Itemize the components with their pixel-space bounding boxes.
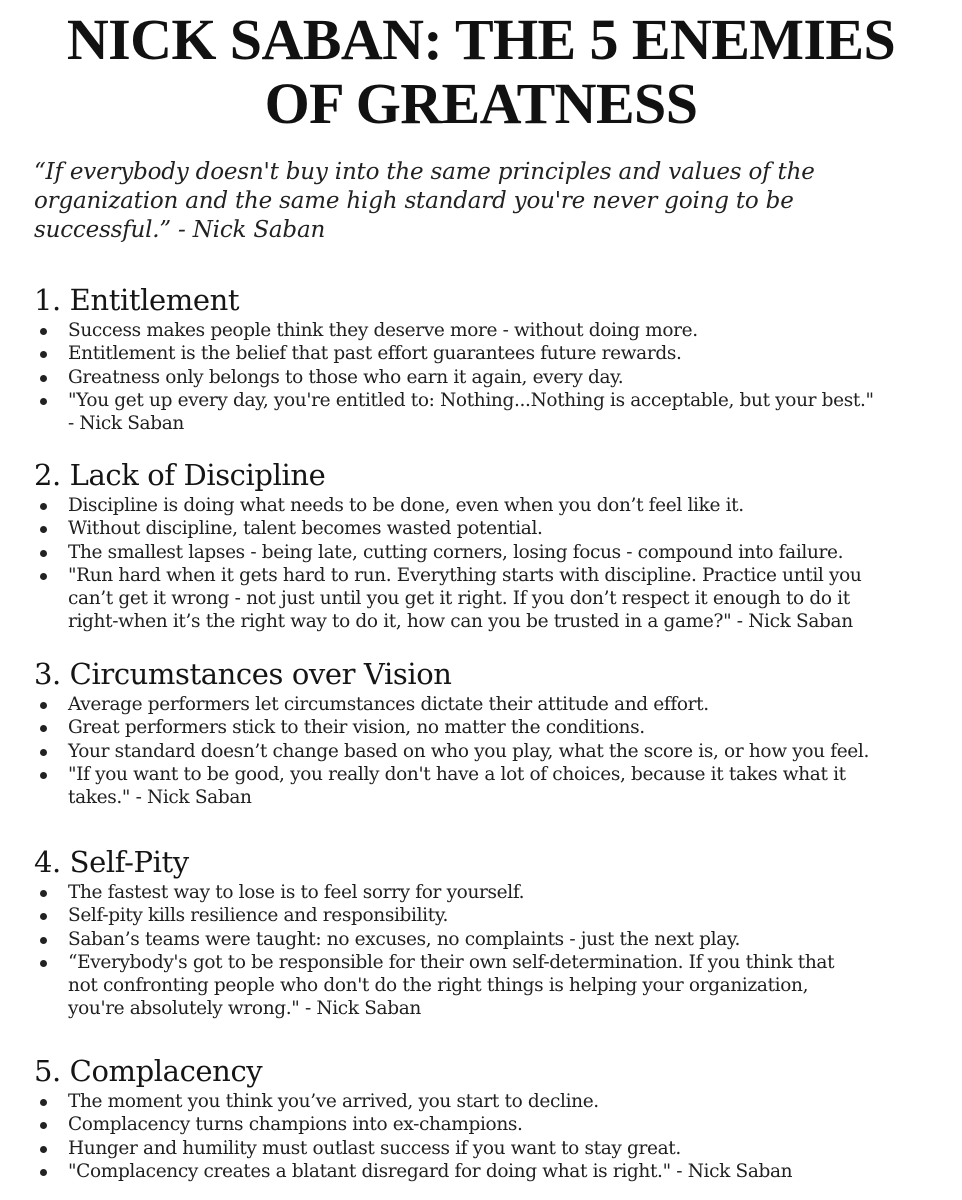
bullet-item: [34, 904, 934, 927]
bullet-item: [34, 1137, 934, 1160]
title-line: NICK SABAN: THE 5 ENEMIES: [66, 7, 896, 72]
section-heading: 4. Self-Pity: [34, 845, 189, 879]
bullet-line: you're absolutely wrong." - Nick Saban: [68, 998, 421, 1020]
bullet-item: [34, 342, 934, 365]
section-heading: 1. Entitlement: [34, 283, 240, 317]
bullet-line: The fastest way to lose is to feel sorry for yourself.: [68, 882, 525, 903]
quote-line: organization and the same high standard you're never going to be: [34, 188, 794, 214]
bullet-line: The smallest lapses - being late, cutting corners, losing focus - compound into failure.: [68, 541, 844, 563]
bullet-line: not confronting people who don't do the right things is helping your organization,: [68, 975, 809, 997]
bullet-line: Self-pity kills resilience and responsibility.: [68, 905, 448, 927]
bullet-line: "You get up every day, you're entitled to: Nothing...Nothing is acceptable, but your best.": [68, 389, 874, 411]
bullet-line: Your standard doesn’t change based on who you play, what the score is, or how you feel.: [68, 740, 870, 762]
bullet-item: [34, 740, 934, 763]
bullet-item: [34, 928, 934, 951]
bullet-list: [34, 881, 934, 1021]
section-self-pity: [34, 843, 934, 1021]
bullet-list: [34, 1090, 934, 1183]
bullet-line: takes." - Nick Saban: [68, 787, 252, 809]
bullet-line: Hunger and humility must outlast success if you want to stay great.: [68, 1137, 681, 1159]
bullet-line: The moment you think you’ve arrived, you start to decline.: [68, 1091, 599, 1112]
section-heading: 5. Complacency: [34, 1054, 263, 1088]
section-entitlement: [34, 281, 934, 435]
section-heading: 2. Lack of Discipline: [34, 458, 326, 492]
section-heading: 3. Circumstances over Vision: [34, 657, 452, 691]
bullet-item: [34, 716, 934, 739]
bullet-line: “Everybody's got to be responsible for their own self-determination. If you think that: [68, 951, 835, 973]
bullet-item: [34, 881, 934, 904]
bullet-line: - Nick Saban: [68, 413, 184, 435]
bullet-list: [34, 494, 934, 634]
bullet-item: [34, 564, 934, 634]
bullet-line: "If you want to be good, you really don't have a lot of choices, because it takes what it: [68, 763, 846, 785]
bullet-item: [34, 366, 934, 389]
bullet-item: [34, 541, 934, 564]
bullet-item: [34, 389, 934, 436]
bullet-line: Great performers stick to their vision, no matter the conditions.: [68, 717, 645, 739]
section-lack-of-discipline: [34, 456, 934, 634]
intro-quote: [34, 158, 934, 245]
bullet-line: Greatness only belongs to those who earn it again, every day.: [68, 366, 624, 388]
bullet-line: Average performers let circumstances dictate their attitude and effort.: [68, 694, 709, 715]
bullet-item: [34, 1090, 934, 1113]
bullet-list: [34, 693, 934, 809]
bullet-item: [34, 693, 934, 716]
title-line: OF GREATNESS: [264, 71, 698, 136]
bullet-item: [34, 763, 934, 810]
bullet-line: Saban’s teams were taught: no excuses, no complaints - just the next play.: [68, 928, 741, 950]
bullet-line: Complacency turns champions into ex-champions.: [68, 1114, 523, 1136]
section-complacency: [34, 1052, 934, 1183]
bullet-line: Without discipline, talent becomes wasted potential.: [68, 518, 543, 540]
bullet-list: [34, 319, 934, 435]
quote-line: “If everybody doesn't buy into the same principles and values of the: [34, 159, 815, 185]
bullet-item: [34, 494, 934, 517]
bullet-item: [34, 951, 934, 1021]
bullet-line: can’t get it wrong - not just until you get it right. If you don’t respect it enough to do it: [68, 588, 850, 610]
bullet-line: Entitlement is the belief that past effort guarantees future rewards.: [68, 343, 682, 365]
bullet-item: [34, 319, 934, 342]
page-title: [0, 8, 962, 136]
quote-line: successful.” - Nick Saban: [34, 217, 326, 243]
bullet-item: [34, 1113, 934, 1136]
bullet-line: Success makes people think they deserve more - without doing more.: [68, 320, 698, 341]
bullet-item: [34, 1160, 934, 1183]
bullet-item: [34, 517, 934, 540]
bullet-line: Discipline is doing what needs to be done, even when you don’t feel like it.: [68, 495, 744, 516]
bullet-line: right-when it’s the right way to do it, how can you be trusted in a game?" - Nick Saban: [68, 611, 853, 633]
bullet-line: "Run hard when it gets hard to run. Everything starts with discipline. Practice until you: [68, 564, 862, 586]
section-circumstances-over-vision: [34, 655, 934, 809]
bullet-line: "Complacency creates a blatant disregard for doing what is right." - Nick Saban: [68, 1160, 793, 1182]
